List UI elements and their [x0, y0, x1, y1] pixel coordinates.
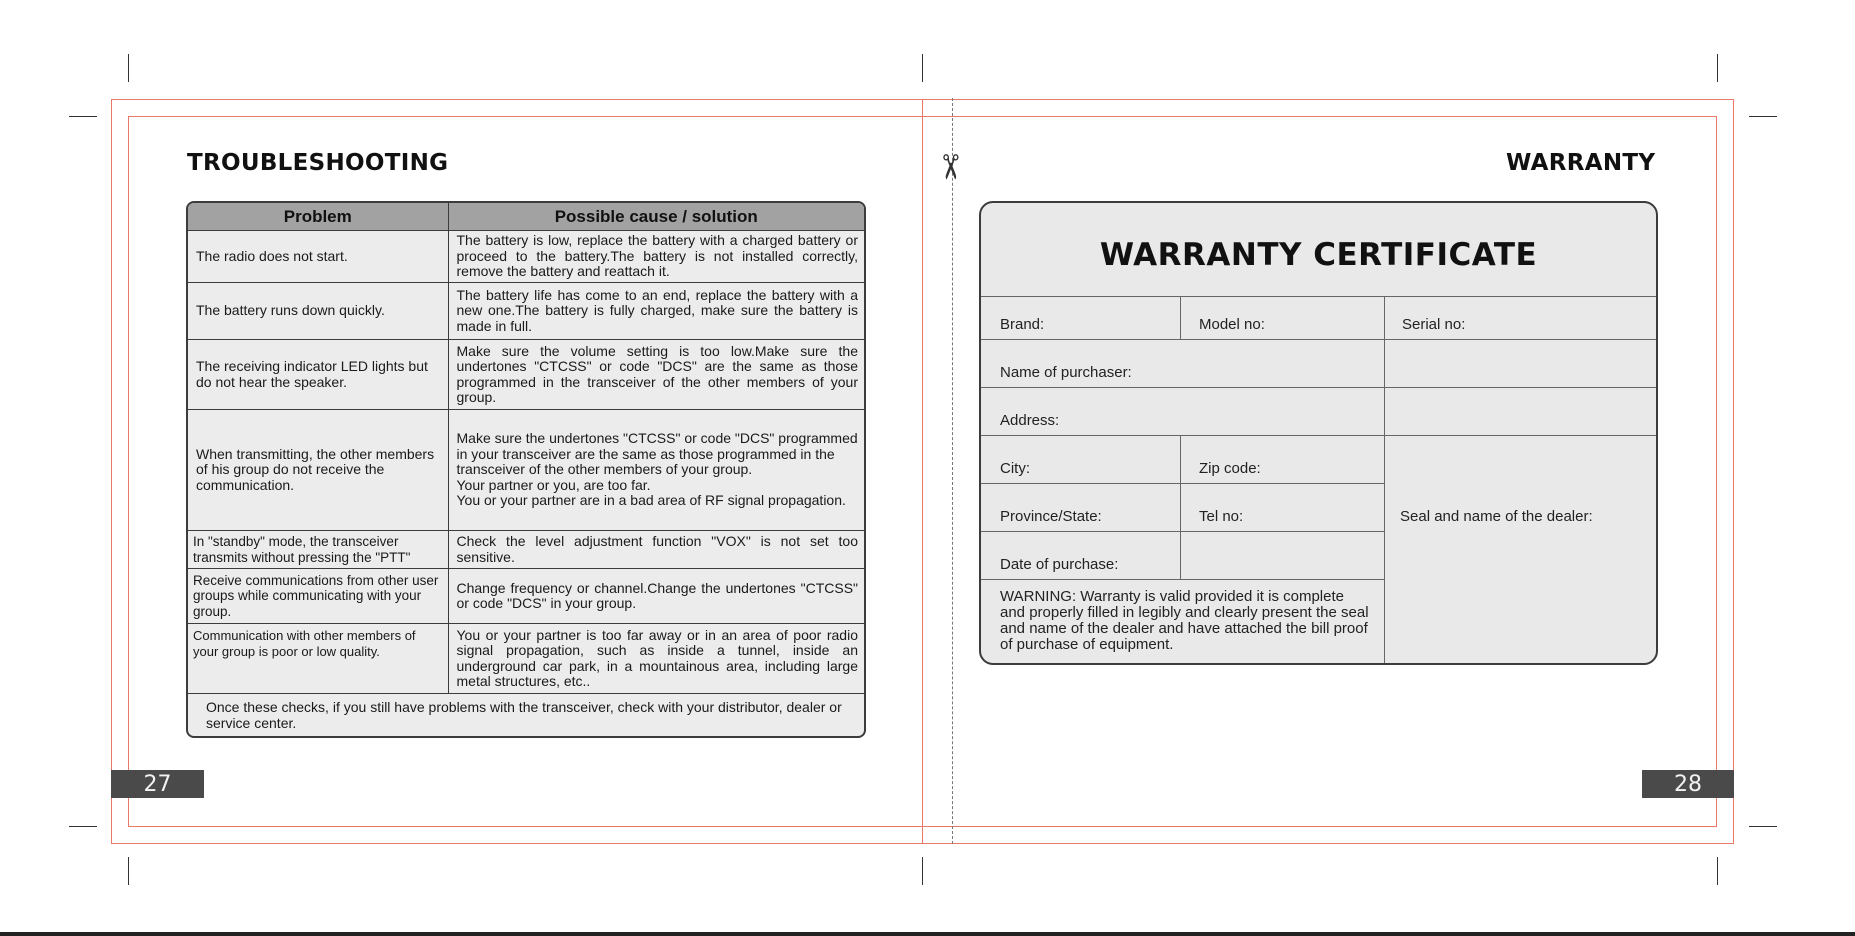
bottom-edge [0, 932, 1855, 936]
table-row [188, 624, 864, 694]
crop-mark [69, 826, 97, 827]
model-label: Model no: [1199, 316, 1265, 333]
purchaser-label: Name of purchaser: [1000, 364, 1132, 381]
problem-cell: When transmitting, the other members of his group do not receive the communication. [188, 410, 448, 531]
table-row [188, 531, 864, 569]
form-divider [981, 483, 1384, 484]
cut-line [952, 98, 953, 844]
crop-mark [1749, 116, 1777, 117]
table-row [188, 231, 864, 283]
page-title: TROUBLESHOOTING [187, 150, 449, 176]
table-footer-note: Once these checks, if you still have problems with the transceiver, check with your distributor, dealer or service center. [188, 694, 864, 736]
warranty-warning: WARNING: Warranty is valid provided it is complete and properly filled in legibly and clearly present the seal and name of the dealer and have attached the bill proof of purchase of equipment. [1000, 588, 1369, 653]
table-header-row [188, 203, 864, 231]
seal-label: Seal and name of the dealer: [1400, 508, 1593, 525]
solution-cell: The battery is low, replace the battery with a charged battery or proceed to the battery.The battery is not installed correctly, remove the battery and reattach it. [448, 231, 864, 283]
form-divider [981, 387, 1658, 388]
date-label: Date of purchase: [1000, 556, 1119, 573]
solution-cell: Change frequency or channel.Change the undertones "CTCSS" or code "DCS" in your group. [448, 569, 864, 624]
solution-cell: You or your partner is too far away or in an area of poor radio signal propagation, such as inside a tunnel, inside an underground car park, in a mountainous area, including large metal structures, etc.. [448, 624, 864, 694]
table-row [188, 283, 864, 340]
column-header-solution: Possible cause / solution [448, 203, 864, 231]
solution-cell: The battery life has come to an end, replace the battery with a new one.The battery is fully charged, make sure the battery is made in full. [448, 283, 864, 340]
crop-mark [69, 116, 97, 117]
page-number: 27 [111, 770, 204, 798]
problem-cell: The radio does not start. [188, 231, 448, 283]
page-number: 28 [1642, 770, 1734, 798]
form-divider [981, 435, 1658, 436]
spine-line [922, 99, 923, 844]
solution-line: You or your partner are in a bad area of RF signal propagation. [456, 492, 846, 509]
solution-cell: Make sure the volume setting is too low.Make sure the undertones "CTCSS" or code "DCS" are the same as those programmed in the transceiver of the other members of your group. [448, 340, 864, 410]
crop-mark [1717, 857, 1718, 885]
solution-cell: Check the level adjustment function "VOX" is not set too sensitive. [448, 531, 864, 569]
crop-mark [1749, 826, 1777, 827]
scissors-icon: ✂ [930, 152, 969, 182]
serial-label: Serial no: [1402, 316, 1466, 333]
form-divider [981, 531, 1384, 532]
problem-cell: Receive communications from other user groups while communicating with your group. [188, 569, 448, 624]
crop-mark [128, 54, 129, 82]
problem-cell: In "standby" mode, the transceiver transmits without pressing the "PTT" [188, 531, 448, 569]
form-divider [1384, 296, 1385, 665]
crop-mark [1717, 54, 1718, 82]
problem-cell: Communication with other members of your group is poor or low quality. [188, 624, 448, 694]
form-divider [981, 339, 1658, 340]
form-divider [981, 579, 1384, 580]
column-header-problem: Problem [188, 203, 448, 231]
problem-cell: The battery runs down quickly. [188, 283, 448, 340]
table-row [188, 410, 864, 531]
brand-label: Brand: [1000, 316, 1045, 333]
crop-mark [922, 54, 923, 82]
zip-label: Zip code: [1199, 460, 1261, 477]
table-row [188, 569, 864, 624]
solution-line: Make sure the undertones "CTCSS" or code "DCS" programmed in your transceiver are the same as those programmed in the transceiver of the other members of your group. [456, 430, 858, 478]
table-footer-row [188, 694, 864, 736]
form-divider [981, 296, 1658, 297]
troubleshooting-table [186, 201, 866, 738]
city-label: City: [1000, 460, 1030, 477]
crop-mark [922, 857, 923, 885]
form-divider [1180, 296, 1181, 339]
problem-cell: The receiving indicator LED lights but do not hear the speaker. [188, 340, 448, 410]
solution-line: Your partner or you, are too far. [456, 476, 651, 493]
province-label: Province/State: [1000, 508, 1102, 525]
page-title: WARRANTY [1506, 150, 1656, 176]
solution-cell [448, 410, 864, 531]
certificate-title: WARRANTY CERTIFICATE [1099, 237, 1538, 273]
form-divider [1180, 435, 1181, 579]
crop-mark [128, 857, 129, 885]
warranty-certificate [979, 201, 1658, 665]
tel-label: Tel no: [1199, 508, 1244, 525]
address-label: Address: [1000, 412, 1060, 429]
table-row [188, 340, 864, 410]
